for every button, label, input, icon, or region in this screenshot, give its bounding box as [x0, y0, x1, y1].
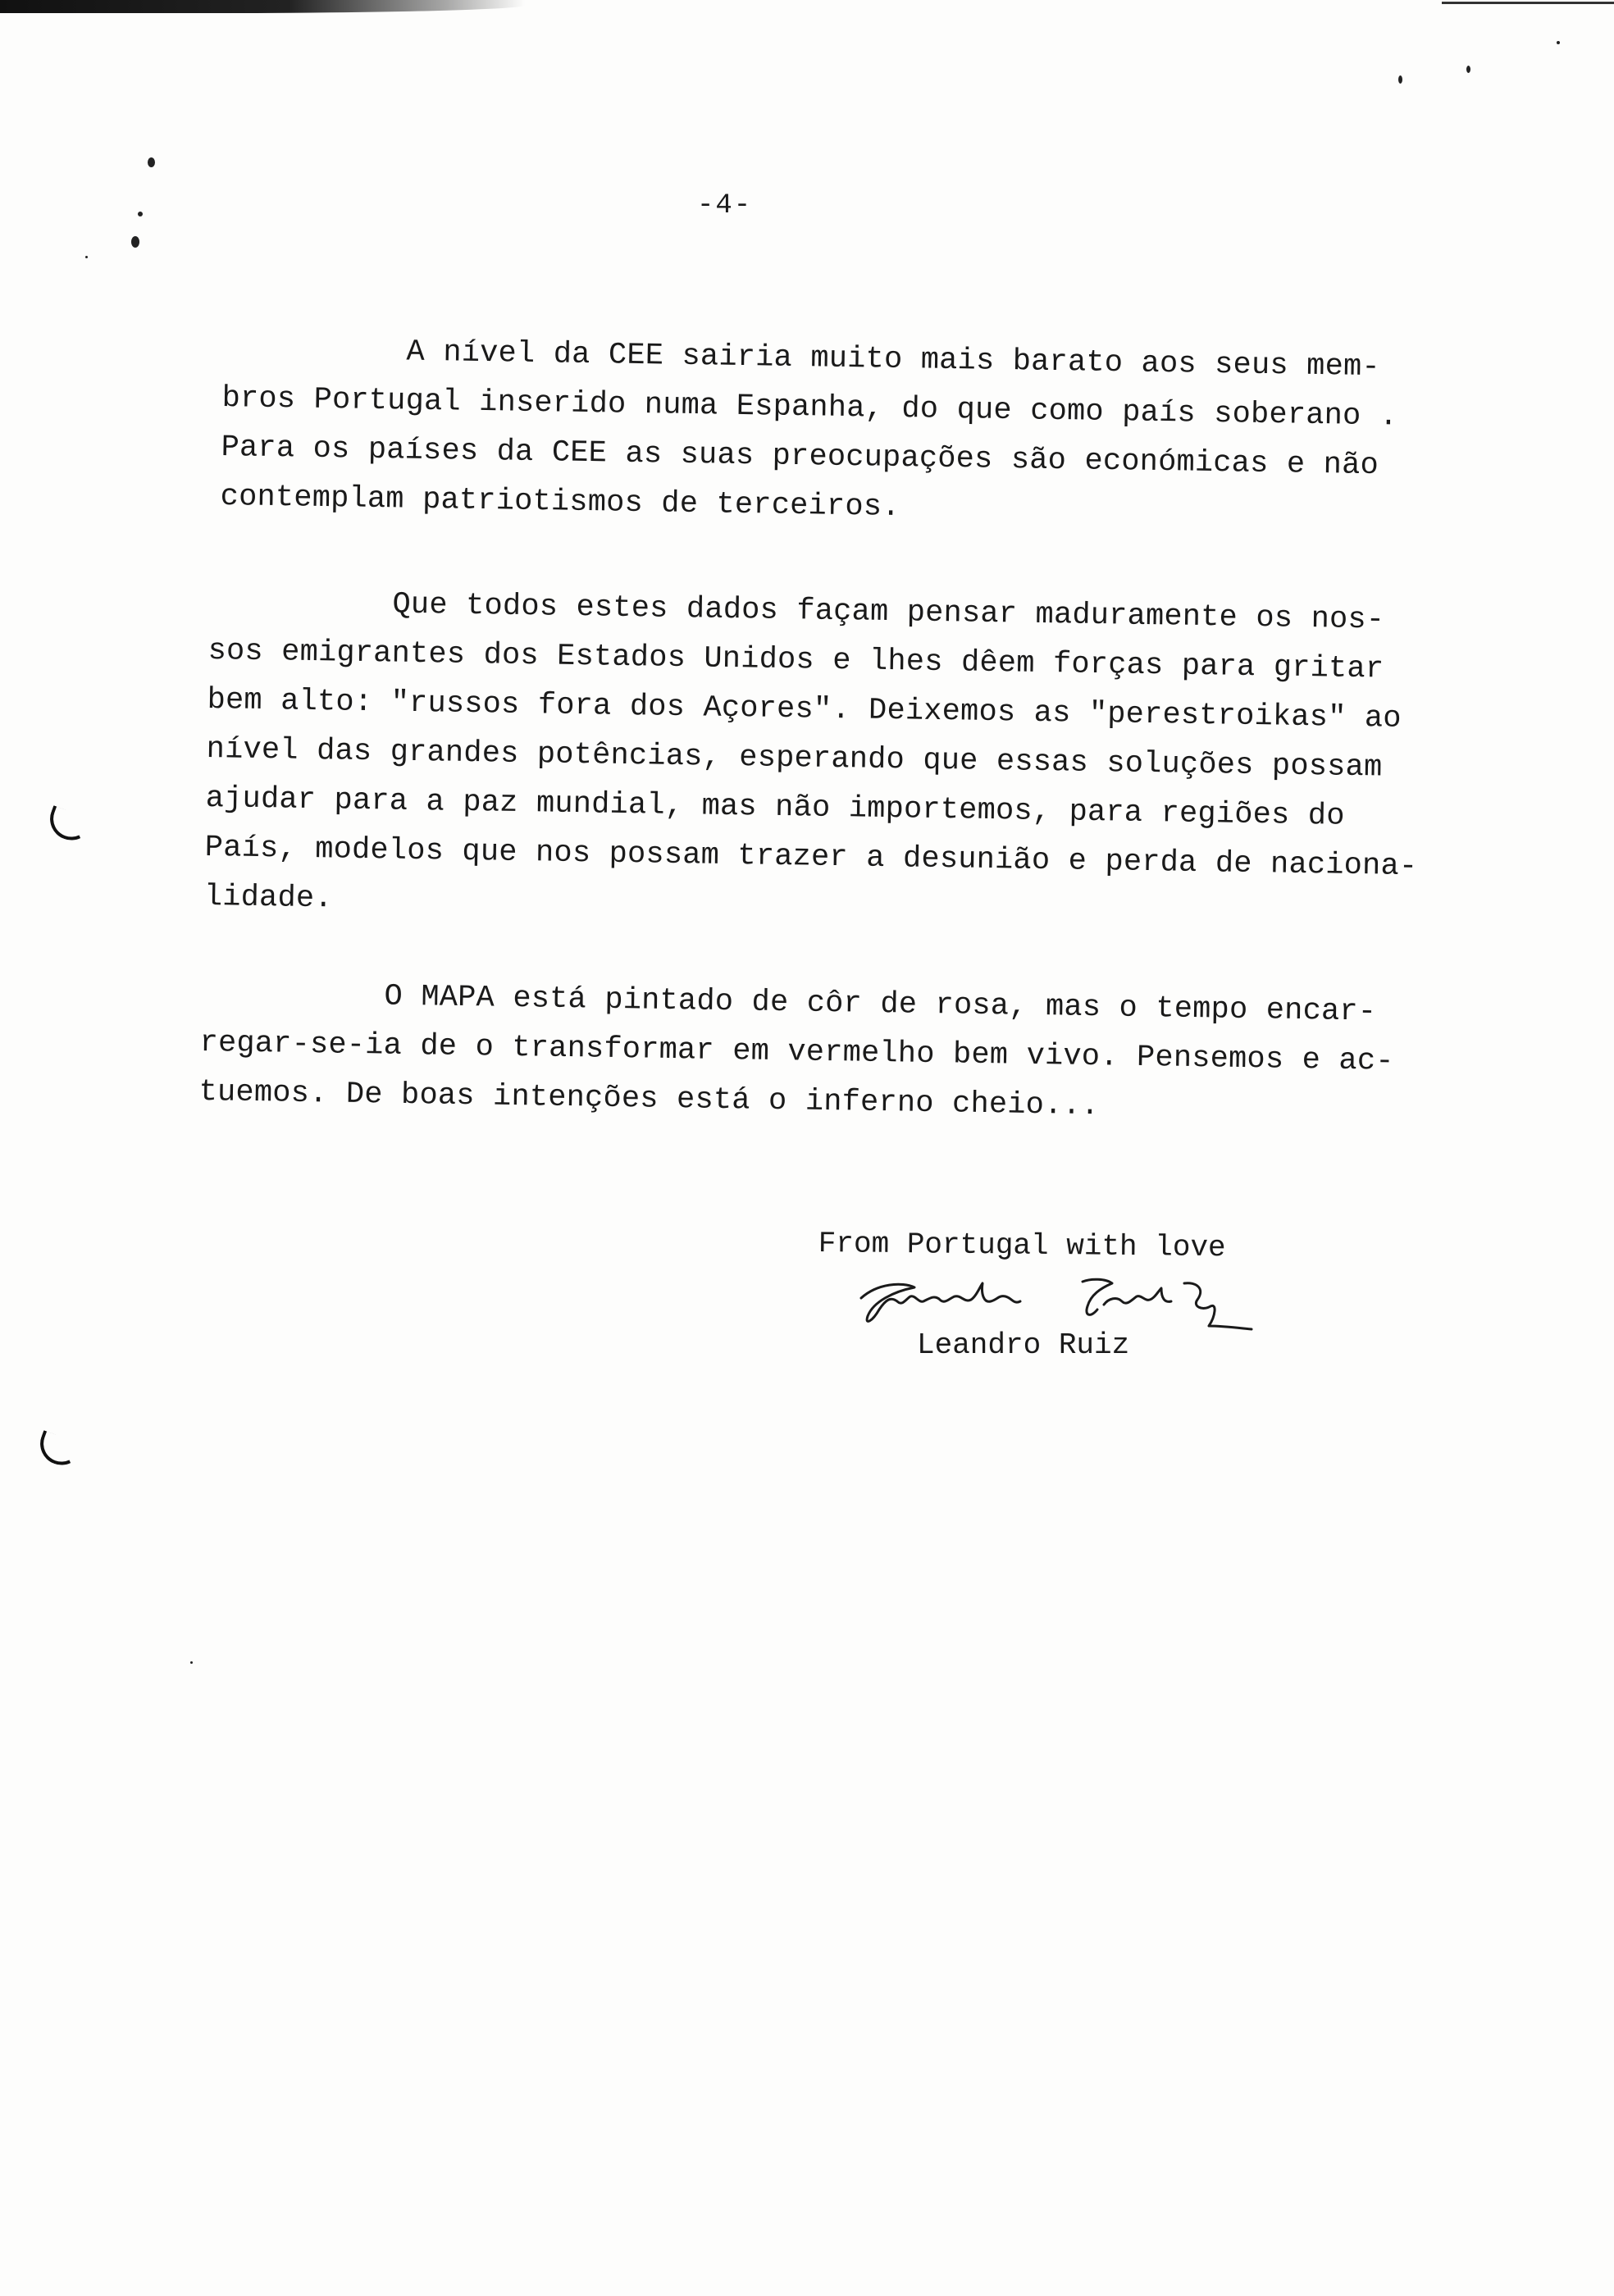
text-line: País, modelos que nos possam trazer a desunião e perda de naciona- [204, 830, 1418, 885]
punch-hole-mark [34, 1430, 84, 1471]
text-line: ajudar para a paz mundial, mas não importemos, para regiões do [205, 781, 1345, 834]
punch-hole-mark [44, 805, 93, 846]
text-line: O MAPA está pintado de côr de rosa, mas o tempo encar- [200, 976, 1377, 1030]
scan-speck [1557, 41, 1560, 44]
text-line: Para os países da CEE as suas preocupações são económicas e não [221, 430, 1379, 484]
text-line: lidade. [203, 879, 334, 917]
scan-speck [148, 157, 155, 167]
scan-speck [1466, 66, 1470, 73]
text-line: bros Portugal inserido numa Espanha, do que como país soberano . [221, 380, 1398, 435]
signer-name: Leandro Ruiz [917, 1328, 1130, 1362]
scan-edge-artifact [0, 0, 525, 13]
closing-line: From Portugal with love [818, 1227, 1226, 1265]
text-line: sos emigrantes dos Estados Unidos e lhes dêem forças para gritar [207, 633, 1384, 687]
scan-speck [131, 236, 139, 248]
text-line: contemplam patriotismos de terceiros. [220, 479, 900, 525]
scan-speck [1398, 75, 1402, 84]
text-line: A nível da CEE sairia muito mais barato aos seus mem- [222, 331, 1381, 385]
scan-speck [190, 1661, 193, 1664]
text-line: nível das grandes potências, esperando que essas soluções possam [206, 731, 1383, 786]
text-line: bem alto: "russos fora dos Açores". Deixemos as "perestroikas" ao [207, 682, 1402, 736]
text-line: Que todos estes dados façam pensar maduramente os nos- [208, 584, 1385, 638]
scan-edge-artifact [1442, 2, 1614, 4]
text-line: regar-se-ia de o transformar em vermelho bem vivo. Pensemos e ac- [199, 1025, 1394, 1079]
scan-speck [85, 256, 88, 258]
handwritten-signature [845, 1259, 1312, 1337]
page-number: -4- [697, 190, 753, 221]
paragraph-1 [220, 325, 1398, 540]
scan-speck [138, 212, 143, 216]
text-line: tuemos. De boas intenções está o inferno cheio... [198, 1074, 1100, 1124]
paragraph-3 [198, 969, 1395, 1136]
paragraph-2 [203, 577, 1421, 941]
